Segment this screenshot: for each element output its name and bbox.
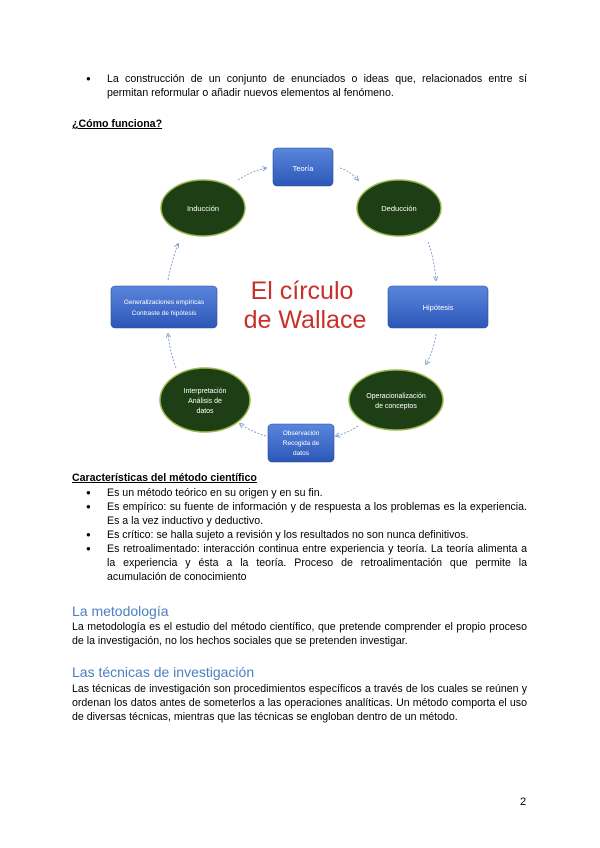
page-number: 2: [520, 796, 527, 808]
node-observacion-line3: datos: [293, 450, 309, 457]
metodologia-heading: La metodología: [72, 603, 169, 619]
intro-bullet: ● La construcción de un conjunto de enunciados o ideas que, relacionados entre sí permitan reformular o añadir nuevos elementos al fenómeno.: [72, 72, 527, 100]
caracteristica-item: ● Es un método teórico en su origen y en su fin.: [72, 486, 527, 500]
node-generalizaciones-line2: Contraste de hipótesis: [131, 310, 197, 317]
node-observacion-line1: Observación: [282, 430, 320, 437]
node-interpretacion: [160, 368, 250, 432]
arrow-teoria-deduccion: [340, 168, 358, 180]
node-deduccion-label: Deducción: [381, 204, 417, 213]
intro-bullet-list: [72, 72, 527, 100]
node-induccion: [161, 180, 245, 236]
arrow-deduccion-hipotesis: [428, 242, 436, 280]
caracteristicas-list: [72, 486, 527, 584]
diagram-title-line1: El círculo: [250, 277, 354, 305]
diagram-title-line2: de Wallace: [243, 306, 367, 334]
node-hipotesis: [388, 286, 488, 328]
node-deduccion: [357, 180, 441, 236]
node-hipotesis-label: Hipótesis: [422, 303, 454, 312]
node-teoria-label: Teoría: [292, 164, 314, 173]
node-generalizaciones: [111, 286, 217, 328]
node-teoria: [273, 148, 333, 186]
node-operacionalizacion-line2: de conceptos: [375, 403, 417, 410]
node-operacionalizacion-line1: Operacionalización: [366, 393, 426, 400]
caracteristica-item: ● Es empírico: su fuente de información y de respuesta a los problemas es la experiencia. Es a la vez inductivo y deductivo.: [72, 500, 527, 528]
arrow-generalizaciones-induccion: [168, 244, 178, 280]
node-induccion-label: Inducción: [186, 204, 220, 213]
como-funciona-heading: ¿Cómo funciona?: [72, 118, 163, 130]
arrow-interpretacion-generalizaciones: [168, 334, 176, 368]
wallace-circle-diagram: [0, 138, 600, 468]
metodologia-paragraph: La metodología es el estudio del método científico, que pretende comprender el propio proceso de la investigación, no los hechos sociales que se pretenden investigar.: [72, 621, 527, 647]
node-observacion: [268, 424, 334, 462]
caracteristica-item: ● Es retroalimentado: interacción continua entre experiencia y teoría. La teoría alimenta a la experiencia y ésta a la teoría. Proceso de retroalimentación que permite la acumulación de conocimiento: [72, 542, 527, 584]
arrow-operacionalizacion-observacion: [336, 426, 358, 436]
tecnicas-paragraph: Las técnicas de investigación son procedimientos específicos a través de los cuales se reúnen y ordenan los datos antes de someterlos a las operaciones analíticas. Un método comporta el uso de diversas técnicas, mientras que las técnicas se engloban dentro de un método.: [72, 683, 527, 723]
node-interpretacion-line2: Análisis de: [188, 398, 222, 405]
node-observacion-line2: Recogida de: [282, 440, 320, 447]
node-interpretacion-line1: Interpretación: [183, 388, 227, 395]
tecnicas-heading: Las técnicas de investigación: [72, 664, 255, 680]
arrow-observacion-interpretacion: [240, 424, 266, 436]
node-operacionalizacion: [349, 370, 443, 430]
node-generalizaciones-line1: Generalizaciones empíricas: [123, 299, 205, 306]
caracteristicas-heading: Características del método científico: [72, 472, 257, 484]
arrow-induccion-teoria: [238, 168, 266, 180]
arrow-hipotesis-operacionalizacion: [426, 334, 436, 364]
caracteristica-item: ● Es crítico: se halla sujeto a revisión y los resultados no son nunca definitivos.: [72, 528, 527, 542]
node-interpretacion-line3: datos: [196, 408, 214, 415]
